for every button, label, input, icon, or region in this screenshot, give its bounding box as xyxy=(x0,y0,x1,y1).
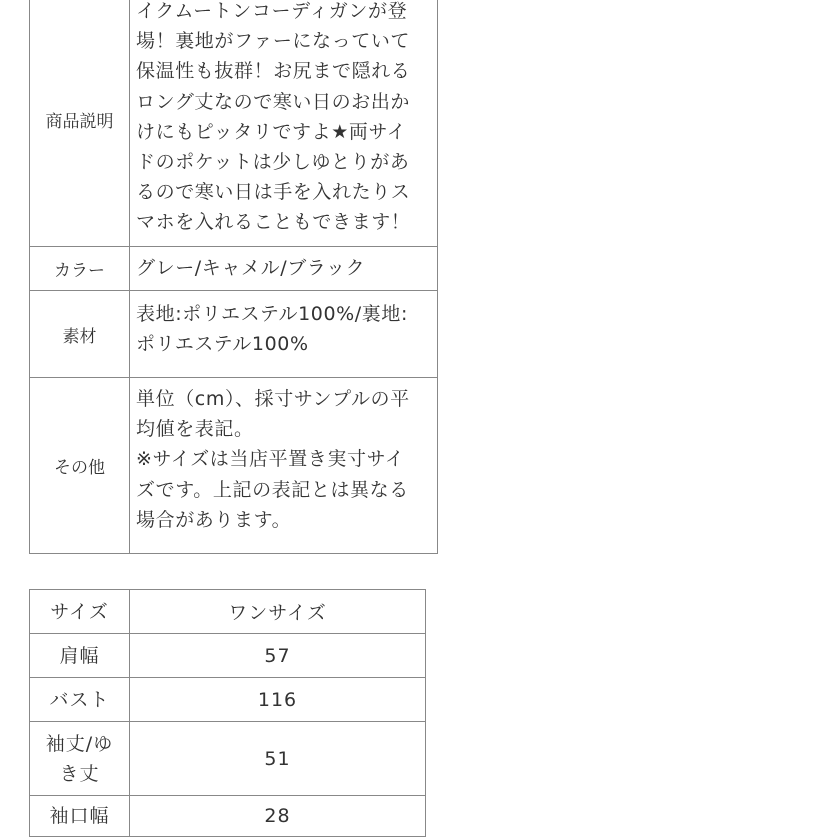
sleeve-label-text: 袖丈/ゆ き丈 xyxy=(45,732,114,785)
size-value-cuff: 28 xyxy=(130,796,426,837)
size-header-label: サイズ xyxy=(30,590,130,634)
table-row xyxy=(30,722,426,796)
size-label-bust: バスト xyxy=(30,678,130,722)
table-row xyxy=(30,634,426,678)
table-row xyxy=(30,678,426,722)
product-info-table xyxy=(29,0,438,554)
size-value-shoulder: 57 xyxy=(130,634,426,678)
size-header-row xyxy=(30,590,426,634)
size-table xyxy=(29,589,426,837)
row-value-color: グレー/キャメル/ブラック xyxy=(130,247,438,291)
size-label-cuff: 袖口幅 xyxy=(30,796,130,837)
row-value-description xyxy=(130,0,438,247)
table-row xyxy=(30,796,426,837)
table-row xyxy=(30,0,438,247)
row-label-material: 素材 xyxy=(30,291,130,378)
row-label-color: カラー xyxy=(30,247,130,291)
row-label-description: 商品説明 xyxy=(30,0,130,247)
other-text: 単位（cm）、採寸サンプルの平 均値を表記。 ※サイズは当店平置き実寸サイ ズです。上記の表記とは異なる 場合があります。 xyxy=(136,388,410,531)
table-row xyxy=(30,291,438,378)
material-text: 表地:ポリエステル100%/裏地: ポリエステル100% xyxy=(136,303,409,356)
size-label-sleeve xyxy=(30,722,130,796)
size-value-bust: 116 xyxy=(130,678,426,722)
row-value-material xyxy=(130,291,438,378)
description-text: イクムートンコーディガンが登 場！裏地がファーになっていて 保温性も抜群！お尻まで隠れる ロング丈なので寒い日のお出か けにもピッタリですよ★両サイ ドのポケットは少しゆとりがあ るので寒い日は手を入れたりス マホを入れることもできます！ xyxy=(136,0,411,234)
size-header-value: ワンサイズ xyxy=(130,590,426,634)
size-value-sleeve: 51 xyxy=(130,722,426,796)
size-label-shoulder: 肩幅 xyxy=(30,634,130,678)
row-value-other xyxy=(130,378,438,554)
table-row xyxy=(30,247,438,291)
row-label-other: その他 xyxy=(30,378,130,554)
table-row xyxy=(30,378,438,554)
